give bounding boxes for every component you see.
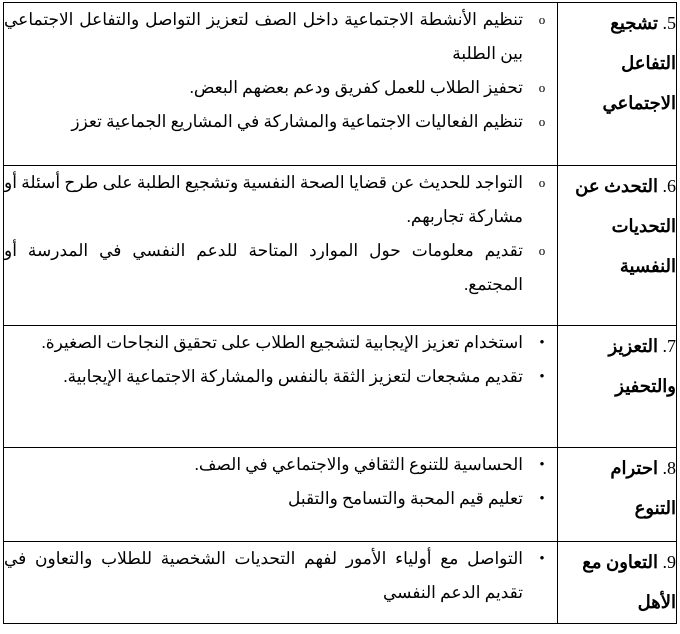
bullet-text: الحساسية للتنوع الثقافي والاجتماعي في الصف. bbox=[194, 455, 523, 474]
bullet-text: التواصل مع أولياء الأمور لفهم التحديات الشخصية للطلاب والتعاون في تقديم الدعم النفسي bbox=[4, 549, 523, 602]
hollow-bullet-icon: o bbox=[538, 114, 546, 129]
list-item bbox=[4, 326, 557, 360]
list-item bbox=[4, 105, 557, 139]
row-content bbox=[4, 542, 558, 624]
hollow-bullet-icon: o bbox=[538, 12, 546, 27]
bullet-list bbox=[4, 448, 557, 516]
hollow-bullet-icon: o bbox=[538, 80, 546, 95]
row-heading bbox=[558, 448, 677, 542]
bullet-list bbox=[4, 166, 557, 302]
list-item bbox=[4, 234, 557, 302]
row-number: 8. bbox=[662, 458, 676, 478]
table-row bbox=[4, 166, 677, 326]
list-item bbox=[4, 360, 557, 394]
bullet-text: تعليم قيم المحبة والتسامح والتقبل bbox=[287, 489, 523, 508]
heading-line: النفسية bbox=[619, 256, 676, 276]
row-heading bbox=[558, 166, 677, 326]
heading-line: احترام bbox=[610, 458, 658, 478]
heading-line: التعزيز bbox=[608, 336, 658, 356]
list-item bbox=[4, 448, 557, 482]
heading-line: التفاعل bbox=[621, 53, 676, 73]
bullet-list bbox=[4, 542, 557, 610]
hollow-bullet-icon: o bbox=[538, 243, 546, 258]
heading-line: الأهل bbox=[637, 592, 676, 612]
heading-line: التحديات bbox=[611, 216, 676, 236]
row-content bbox=[4, 326, 558, 448]
hollow-bullet-icon: o bbox=[538, 175, 546, 190]
row-number: 9. bbox=[662, 552, 676, 572]
table-row bbox=[4, 448, 677, 542]
list-item bbox=[4, 482, 557, 516]
heading-line: تشجيع bbox=[610, 13, 658, 33]
filled-bullet-icon: • bbox=[539, 491, 545, 507]
row-number: 7. bbox=[662, 336, 676, 356]
table-row bbox=[4, 542, 677, 624]
bullet-list bbox=[4, 326, 557, 394]
table-row bbox=[4, 3, 677, 166]
bullet-text: استخدام تعزيز الإيجابية لتشجيع الطلاب على تحقيق النجاحات الصغيرة. bbox=[41, 333, 523, 352]
bullet-text: تنظيم الأنشطة الاجتماعية داخل الصف لتعزيز التواصل والتفاعل الاجتماعي بين الطلبة bbox=[4, 10, 523, 63]
row-heading bbox=[558, 542, 677, 624]
row-content bbox=[4, 3, 558, 166]
list-item bbox=[4, 71, 557, 105]
row-number: 5. bbox=[662, 13, 676, 33]
filled-bullet-icon: • bbox=[539, 551, 545, 567]
bullet-text: تقديم معلومات حول الموارد المتاحة للدعم النفسي في المدرسة أو المجتمع. bbox=[4, 241, 523, 294]
heading-line: الاجتماعي bbox=[602, 93, 676, 113]
filled-bullet-icon: • bbox=[539, 457, 545, 473]
heading-line: التنوع bbox=[634, 498, 676, 518]
table-row bbox=[4, 326, 677, 448]
row-content bbox=[4, 166, 558, 326]
row-content bbox=[4, 448, 558, 542]
heading-line: والتحفيز bbox=[615, 376, 676, 396]
bullet-text: تقديم مشجعات لتعزيز الثقة بالنفس والمشاركة الاجتماعية الإيجابية. bbox=[63, 367, 523, 386]
bullet-text: تنظيم الفعاليات الاجتماعية والمشاركة في المشاريع الجماعية تعزز bbox=[71, 112, 523, 131]
heading-line: التحدث عن bbox=[575, 176, 658, 196]
bullet-text: تحفيز الطلاب للعمل كفريق ودعم بعضهم البعض. bbox=[189, 78, 523, 97]
bullet-list bbox=[4, 3, 557, 139]
list-item bbox=[4, 542, 557, 610]
row-heading bbox=[558, 326, 677, 448]
filled-bullet-icon: • bbox=[539, 369, 545, 385]
strategies-table bbox=[3, 2, 677, 624]
bullet-text: التواجد للحديث عن قضايا الصحة النفسية وتشجيع الطلبة على طرح أسئلة أو مشاركة تجاربهم. bbox=[4, 173, 523, 226]
heading-line: التعاون مع bbox=[582, 552, 658, 572]
filled-bullet-icon: • bbox=[539, 335, 545, 351]
list-item bbox=[4, 3, 557, 71]
row-heading bbox=[558, 3, 677, 166]
row-number: 6. bbox=[662, 176, 676, 196]
list-item bbox=[4, 166, 557, 234]
